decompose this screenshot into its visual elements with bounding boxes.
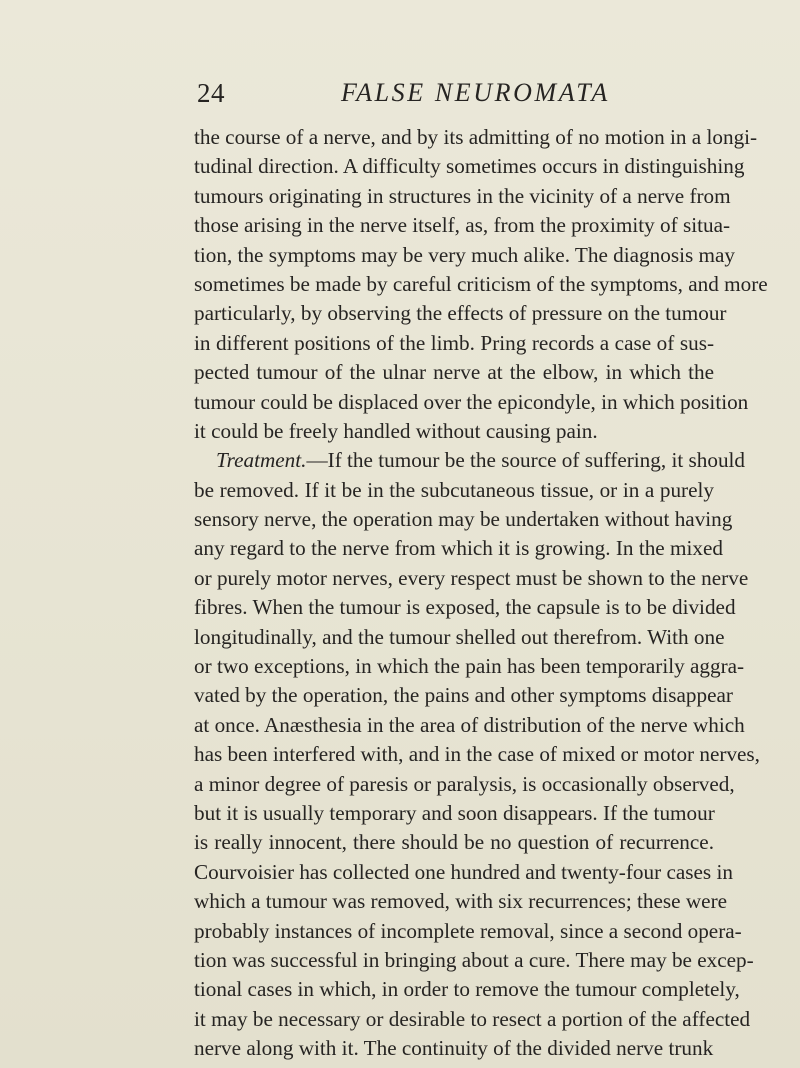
- text-line: has been interfered with, and in the case of mixed or motor nerves,: [194, 742, 760, 767]
- body-text: [194, 123, 768, 1064]
- text-line: be removed. If it be in the subcutaneous tissue, or in a purely: [194, 477, 714, 502]
- text-line: the course of a nerve, and by its admitting of no motion in a longi-: [194, 125, 758, 149]
- text-line: sometimes be made by careful criticism of the symptoms, and more: [194, 271, 768, 296]
- text-line: at once. Anæsthesia in the area of distribution of the nerve which: [194, 712, 745, 737]
- text-line: a minor degree of paresis or paralysis, is occasionally observed,: [194, 771, 735, 796]
- text-line: tudinal direction. A difficulty sometimes occurs in distinguishing: [194, 154, 745, 179]
- text-line: or two exceptions, in which the pain has been temporarily aggra-: [194, 654, 745, 679]
- text-line: particularly, by observing the effects of pressure on the tumour: [194, 301, 727, 326]
- text-line: those arising in the nerve itself, as, from the proximity of situa-: [194, 213, 731, 238]
- text-line: is really innocent, there should be no question of recurrence.: [194, 830, 714, 855]
- text-line: nerve along with it. The continuity of the divided nerve trunk: [194, 1036, 714, 1061]
- text-line: Courvoisier has collected one hundred and twenty-four cases in: [194, 859, 733, 884]
- text-line: in different positions of the limb. Pring records a case of sus-: [194, 330, 714, 355]
- text-line: tumours originating in structures in the vicinity of a nerve from: [194, 183, 731, 208]
- treatment-heading: Treatment.: [216, 448, 307, 473]
- page-number: 24: [197, 78, 225, 108]
- page-header: [0, 78, 800, 118]
- text-line: —If the tumour be the source of suffering, it should: [306, 448, 746, 473]
- running-head: FALSE NEUROMATA: [341, 78, 610, 107]
- text-line: longitudinally, and the tumour shelled out therefrom. With one: [194, 624, 725, 649]
- text-line: or purely motor nerves, every respect must be shown to the nerve: [194, 565, 749, 590]
- text-line: which a tumour was removed, with six recurrences; these were: [194, 889, 728, 914]
- text-line: it may be necessary or desirable to resect a portion of the affected: [194, 1006, 751, 1031]
- text-line: tional cases in which, in order to remove the tumour completely,: [194, 977, 740, 1002]
- text-line: probably instances of incomplete removal, since a second opera-: [194, 918, 742, 943]
- text-line: tumour could be displaced over the epicondyle, in which position: [194, 389, 749, 414]
- text-line: vated by the operation, the pains and other symptoms disappear: [194, 683, 733, 708]
- text-line: pected tumour of the ulnar nerve at the elbow, in which the: [194, 360, 714, 385]
- text-line: tion, the symptoms may be very much alike. The diagnosis may: [194, 242, 735, 267]
- text-line: but it is usually temporary and soon disappears. If the tumour: [194, 800, 715, 825]
- text-line: tion was successful in bringing about a cure. There may be excep-: [194, 947, 754, 972]
- text-line: sensory nerve, the operation may be undertaken without having: [194, 507, 733, 532]
- text-line: fibres. When the tumour is exposed, the capsule is to be divided: [194, 595, 736, 620]
- text-line: any regard to the nerve from which it is growing. In the mixed: [194, 536, 723, 561]
- text-line: it could be freely handled without causing pain.: [194, 418, 598, 443]
- treatment-paragraph-start: [194, 446, 746, 475]
